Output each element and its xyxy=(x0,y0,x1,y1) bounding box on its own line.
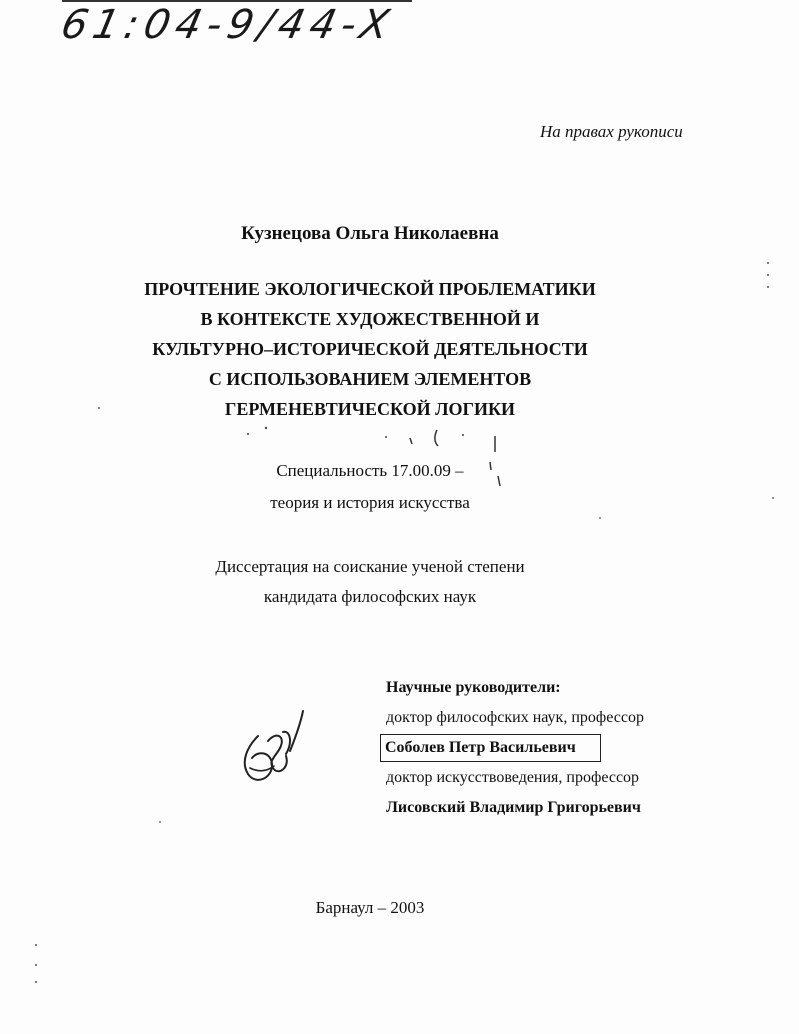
supervisor-2-degree: доктор искусствоведения, профессор xyxy=(386,769,640,786)
author-name: Кузнецова Ольга Николаевна xyxy=(241,223,499,244)
title-line: ПРОЧТЕНИЕ ЭКОЛОГИЧЕСКОЙ ПРОБЛЕМАТИКИ xyxy=(144,279,596,299)
specialty xyxy=(200,455,540,519)
supervisors-block xyxy=(386,673,644,823)
degree-line-2: кандидата философских наук xyxy=(263,587,477,606)
title-line: С ИСПОЛЬЗОВАНИЕМ ЭЛЕМЕНТОВ xyxy=(208,369,532,389)
dissertation-title xyxy=(80,274,660,424)
degree-statement xyxy=(180,552,560,612)
title-line: КУЛЬТУРНО–ИСТОРИЧЕСКОЙ ДЕЯТЕЛЬНОСТИ xyxy=(152,339,588,359)
supervisor-2-name: Лисовский Владимир Григорьевич xyxy=(386,799,641,816)
supervisors-heading: Научные руководители: xyxy=(386,679,561,696)
handwritten-signature xyxy=(228,706,323,791)
degree-line-1: Диссертация на соискание ученой степени xyxy=(215,557,525,576)
specialty-code: Специальность 17.00.09 – xyxy=(276,461,464,480)
supervisor-1-degree: доктор философских наук, профессор xyxy=(386,709,644,726)
title-line: ГЕРМЕНЕВТИЧЕСКОЙ ЛОГИКИ xyxy=(224,399,516,419)
title-line: В КОНТЕКСТЕ ХУДОЖЕСТВЕННОЙ И xyxy=(200,309,540,329)
supervisor-1-name: Соболев Петр Васильевич xyxy=(380,734,601,762)
specialty-name: теория и история искусства xyxy=(270,493,470,512)
archive-code: 61:04-9/44-X xyxy=(57,2,399,48)
place-and-year: Барнаул – 2003 xyxy=(315,898,425,917)
rights-note: На правах рукописи xyxy=(540,122,683,141)
